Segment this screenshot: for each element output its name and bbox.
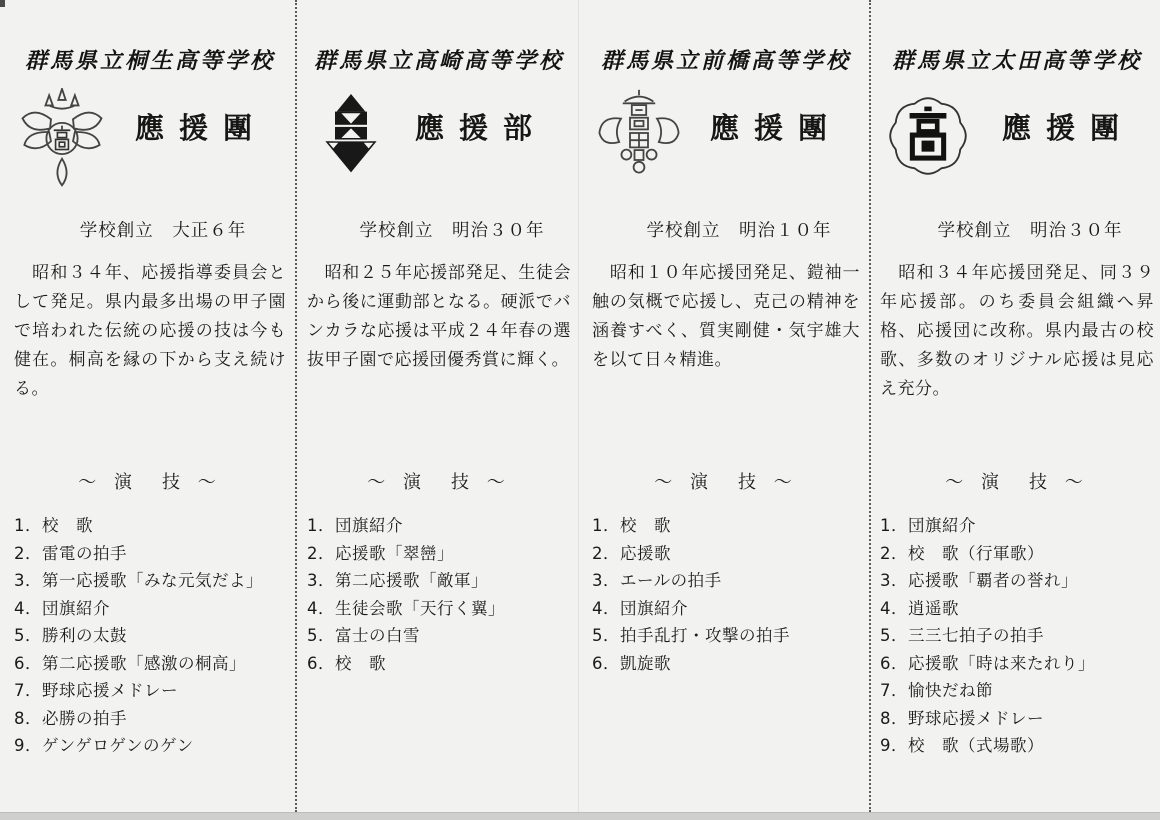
performance-item: 6．凱旋歌 [592, 653, 671, 673]
emblem-row [594, 88, 858, 187]
performance-item: 3．応援歌「覇者の誉れ」 [880, 571, 1078, 590]
performance-item: 7．野球応援メドレー [14, 681, 178, 700]
school-name: 群馬県立前橋高等学校 [600, 48, 851, 74]
performance-item: 1．校 歌 [14, 516, 93, 535]
panel-takasaki [303, 0, 575, 812]
performance-item: 8．必勝の拍手 [14, 708, 127, 728]
performance-item: 4．団旗紹介 [592, 598, 688, 618]
description: 昭和１０年応援団発足、鎧袖一触の気概で応援し、克己の精神を涵養すべく、質実剛健・気宇雄大を以て日々精進。 [592, 263, 860, 370]
emblem-row [319, 88, 569, 174]
ota-flower-octagon-crest-icon [882, 90, 974, 182]
performance-item: 5．三三七拍子の拍手 [880, 626, 1044, 645]
performance-item: 1．団旗紹介 [880, 516, 976, 535]
performances-heading: ～ 演 技 ～ [78, 472, 222, 493]
panel-kiryu [10, 0, 290, 812]
performance-item: 1．校 歌 [592, 516, 671, 535]
fold-crease [578, 0, 579, 812]
performance-item: 4．生徒会歌「天行く翼」 [307, 598, 505, 618]
performances-list [14, 512, 290, 760]
description: 昭和３４年応援団発足、同３９年応援部。のち委員会組織へ昇格、応援団に改称。県内最古の校歌、多数のオリジナル応援は見応え充分。 [880, 263, 1154, 399]
fold-divider-dotted [295, 0, 297, 812]
squad-title: 應援團 [1001, 111, 1134, 145]
maebashi-crest-icon [594, 88, 684, 187]
performance-item: 5．勝利の太鼓 [14, 626, 127, 645]
performance-item: 6．第二応援歌「感激の桐高」 [14, 653, 246, 673]
performances-heading: ～ 演 技 ～ [654, 472, 798, 493]
performance-item: 2．校 歌（行軍歌） [880, 543, 1044, 563]
school-name: 群馬県立桐生高等学校 [24, 48, 275, 74]
performance-item: 6．応援歌「時は来たれり」 [880, 653, 1095, 673]
founded-line: 学校創立 明治３０年 [359, 221, 545, 241]
performance-item: 9．ゲンゲロゲンのゲン [14, 736, 194, 755]
panel-maebashi [588, 0, 864, 812]
performance-item: 2．応援歌「翠巒」 [307, 543, 454, 563]
panel-ota [876, 0, 1158, 812]
scan-bottom-edge [0, 812, 1160, 820]
kiryu-paulownia-crest-icon [16, 88, 108, 189]
squad-title: 應援團 [709, 111, 842, 145]
performance-item: 7．愉快だね節 [880, 681, 993, 700]
performances-list [592, 512, 864, 677]
scan-speck [0, 0, 5, 7]
performance-item: 4．団旗紹介 [14, 598, 110, 618]
performance-item: 5．富士の白雪 [307, 626, 420, 645]
performances-list [880, 512, 1158, 760]
performance-item: 8．野球応援メドレー [880, 708, 1044, 728]
performance-item: 3．エールの拍手 [592, 571, 722, 590]
school-name: 群馬県立太田高等学校 [891, 48, 1142, 74]
founded-line: 学校創立 明治３０年 [937, 221, 1123, 241]
performance-item: 1．団旗紹介 [307, 516, 403, 535]
performance-item: 3．第一応援歌「みな元気だよ」 [14, 571, 263, 590]
performance-item: 6．校 歌 [307, 653, 386, 673]
takasaki-triangle-mark-icon [319, 94, 383, 174]
performances-list [307, 512, 575, 677]
fold-divider-dotted [869, 0, 871, 812]
founded-line: 学校創立 明治１０年 [646, 221, 832, 241]
performance-item: 3．第二応援歌「敵軍」 [307, 571, 488, 590]
performances-heading: ～ 演 技 ～ [945, 472, 1089, 493]
founded-line: 学校創立 大正６年 [79, 221, 247, 241]
description: 昭和３４年、応援指導委員会として発足。県内最多出場の甲子園で培われた伝統の応援の技は今も健在。桐高を縁の下から支え続ける。 [14, 263, 286, 399]
school-name: 群馬県立高崎高等学校 [313, 48, 564, 74]
emblem-row [16, 88, 284, 189]
description: 昭和２５年応援部発足、生徒会から後に運動部となる。硬派でバンカラな応援は平成２４年春の選抜甲子園で応援団優秀賞に輝く。 [307, 263, 571, 370]
performance-item: 4．逍遥歌 [880, 598, 959, 618]
performance-item: 2．雷電の拍手 [14, 543, 127, 563]
performance-item: 5．拍手乱打・攻撃の拍手 [592, 626, 790, 645]
squad-title: 應援團 [134, 111, 267, 145]
squad-title: 應援部 [414, 111, 547, 145]
performance-item: 9．校 歌（式場歌） [880, 736, 1044, 755]
performances-heading: ～ 演 技 ～ [367, 472, 511, 493]
emblem-row [882, 88, 1152, 182]
performance-item: 2．応援歌 [592, 543, 671, 563]
